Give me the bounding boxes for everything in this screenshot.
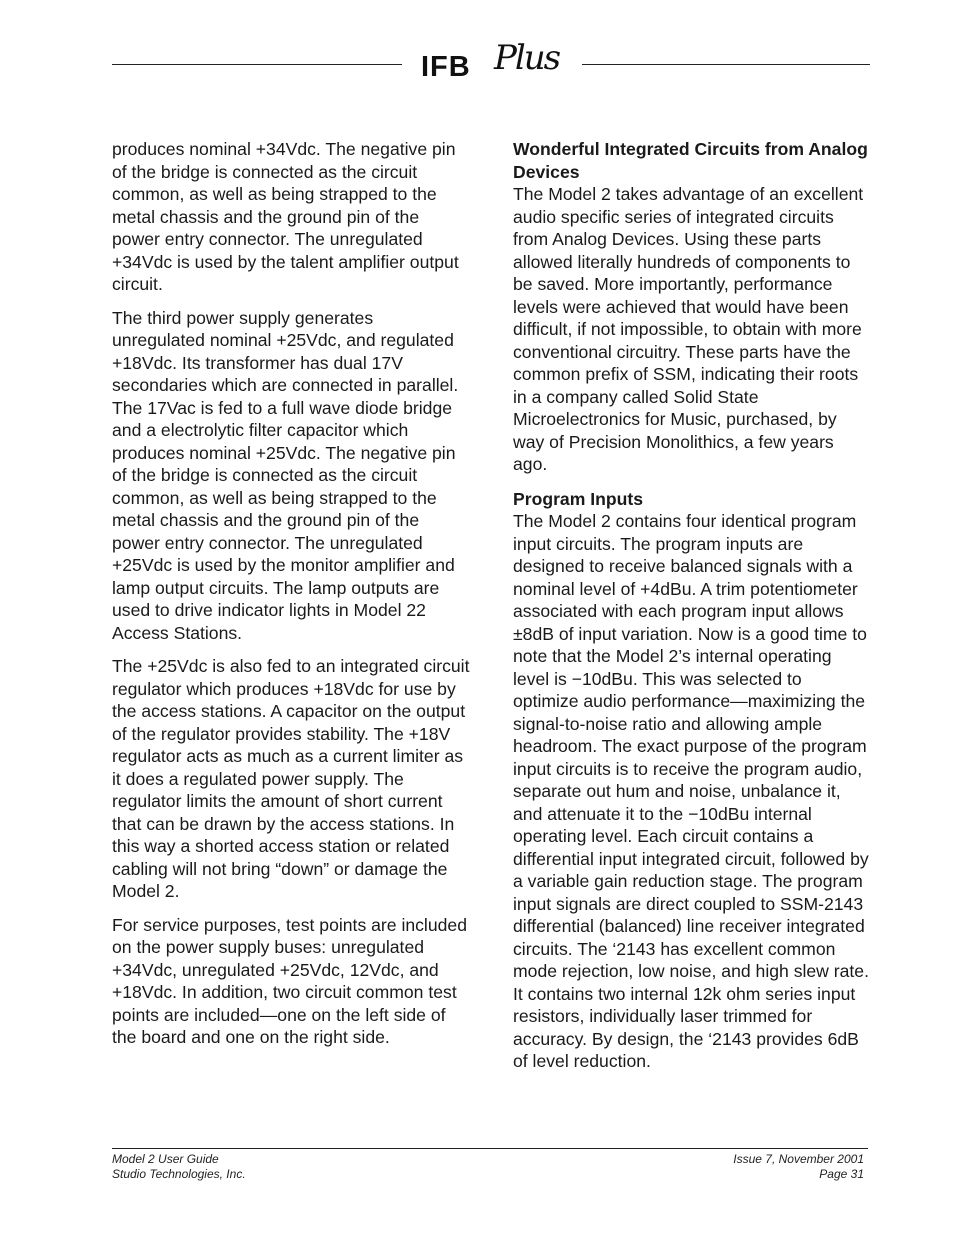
right-column [513, 138, 871, 1084]
footer-doc-title: Model 2 User Guide [112, 1152, 219, 1166]
footer-company: Studio Technologies, Inc. [112, 1167, 246, 1181]
header-rule-right [582, 64, 870, 65]
footer-left [112, 1152, 246, 1182]
paragraph: produces nominal +34Vdc. The negative pin of the bridge is connected as the circuit common, as well as being strapped to the metal chassis and the ground pin of the power entry connector. The unregulated +34Vdc is used by the talent amplifier output circuit. [112, 139, 459, 294]
footer-right [733, 1152, 864, 1182]
paragraph: The third power supply generates unregulated nominal +25Vdc, and regulated +18Vdc. Its transformer has dual 17V secondaries which are connected in parallel. The 17Vac is fed to a full wave diode bridge and a electrolytic filter capacitor which produces nominal +25Vdc. The negative pin of the bridge is connected as the circuit common, as well as being strapped to the metal chassis and the ground pin of the power entry connector. The unregulated +25Vdc is used by the monitor amplifier and lamp output circuits. The lamp outputs are used to drive indicator lights in Model 22 Access Stations. [112, 307, 459, 643]
section-program-inputs [513, 488, 871, 1073]
paragraph: For service purposes, test points are included on the power supply buses: unregulated +34Vdc, unregulated +25Vdc, 12Vdc, and +18Vdc. In addition, two circuit common test points are included—one on the left side of the board and one on the right side. [112, 914, 467, 1047]
paragraph: The Model 2 contains four identical program input circuits. The program inputs are designed to receive balanced signals with a nominal level of +4dBu. A trim potentiometer associated with each program input allows ±8dB of input variation. Now is a good time to note that the Model 2’s internal operating level is −10dBu. This was selected to optimize audio performance—maximizing the signal-to-noise ratio and allowing ample headroom. The exact purpose of the program input circuits is to receive the program audio, separate out hum and noise, unbalance it, and attenuate it to the −10dBu internal operating level. Each circuit contains a differential input integrated circuit, followed by a variable gain reduction stage. The program input signals are direct coupled to SSM-2143 differential (balanced) line receiver integrated circuits. The ‘2143 has excellent common mode rejection, low noise, and high slew rate. It contains two internal 12k ohm series input resistors, individually laser trimmed for accuracy. By design, the ‘2143 provides 6dB of level reduction. [513, 511, 869, 1071]
footer-issue: Issue 7, November 2001 [733, 1152, 864, 1166]
header-rule-left [112, 64, 402, 65]
ifb-plus-logo [421, 38, 567, 86]
footer-page-number: Page 31 [819, 1167, 864, 1181]
section-heading: Program Inputs [513, 488, 644, 509]
page-header [0, 38, 954, 86]
footer-rule [112, 1148, 868, 1149]
logo-script-text: Plus [494, 38, 560, 78]
left-column [112, 138, 470, 1060]
paragraph: The +25Vdc is also fed to an integrated circuit regulator which produces +18Vdc for use by the access stations. A capacitor on the output of the regulator provides stability. The +18V regulator acts as much as a current limiter as it does a regulated power supply. The regulator limits the amount of short current that can be drawn by the access stations. In this way a shorted access station or related cabling will not bring “down” or damage the Model 2. [112, 656, 470, 901]
paragraph: The Model 2 takes advantage of an excellent audio specific series of integrated circuits from Analog Devices. Using these parts allowed literally hundreds of components to be saved. More importantly, performance levels were achieved that would have been difficult, if not impossible, to obtain with more conventional circuitry. These parts have the common prefix of SSM, indicating their roots in a company called Solid State Microelectronics for Music, purchased, by way of Precision Monolithics, a few years ago. [513, 184, 864, 474]
logo-main-text: IFB [421, 51, 471, 83]
section-heading: Wonderful Integrated Circuits from Analog Devices [513, 139, 868, 182]
section-integrated-circuits [513, 138, 871, 476]
